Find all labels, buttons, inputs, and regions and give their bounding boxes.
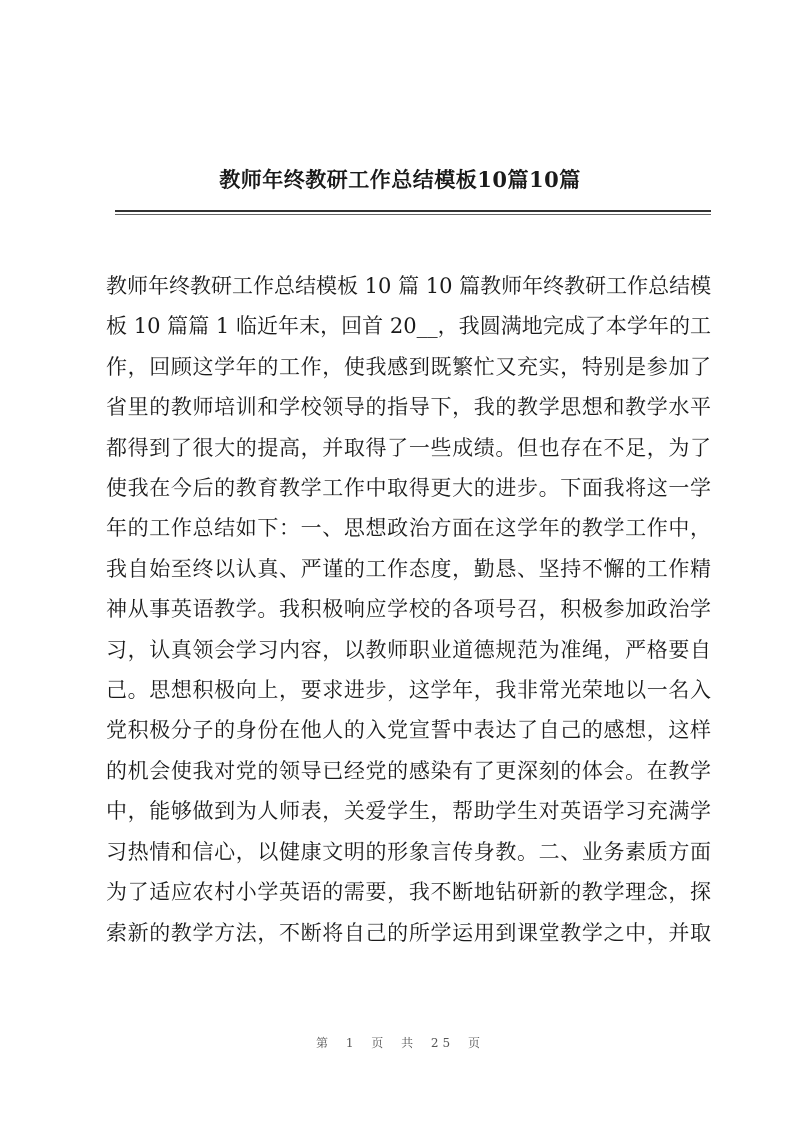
body-line: 教师年终教研工作总结模板 10 篇 10 篇教师年终教研工作总结模 <box>106 274 712 298</box>
body-line: 神从事英语教学。我积极响应学校的各项号召，积极参加政治学 <box>106 597 711 622</box>
body-line: 板 10 篇篇 1 临近年末，回首 20__，我圆满地完成了本学年的工 <box>106 314 711 339</box>
body-line: 使我在今后的教育教学工作中取得更大的进步。下面我将这一学 <box>106 476 711 501</box>
body-line: 省里的教师培训和学校领导的指导下，我的教学思想和教学水平 <box>106 395 711 420</box>
body-line: 习热情和信心，以健康文明的形象言传身教。二、业务素质方面 <box>106 839 711 864</box>
body-line: 索新的教学方法，不断将自己的所学运用到课堂教学之中，并取 <box>106 920 711 945</box>
body-line: 中，能够做到为人师表，关爱学生，帮助学生对英语学习充满学 <box>106 799 711 824</box>
body-paragraph <box>106 266 711 953</box>
title-divider <box>115 210 711 212</box>
body-line: 我自始至终以认真、严谨的工作态度，勤恳、坚持不懈的工作精 <box>106 556 711 581</box>
body-line: 作，回顾这学年的工作，使我感到既繁忙又充实，特别是参加了 <box>106 354 711 379</box>
body-line: 的机会使我对党的领导已经党的感染有了更深刻的体会。在教学 <box>106 758 711 783</box>
body-line: 为了适应农村小学英语的需要，我不断地钻研新的教学理念，探 <box>106 880 711 905</box>
body-line: 习，认真领会学习内容，以教师职业道德规范为准绳，严格要自 <box>106 637 711 662</box>
body-line: 都得到了很大的提高，并取得了一些成绩。但也存在不足，为了 <box>106 435 711 460</box>
title-divider-thin <box>115 214 711 215</box>
body-line: 党积极分子的身份在他人的入党宣誓中表达了自己的感想，这样 <box>106 718 711 743</box>
page-title: 教师年终教研工作总结模板10篇10篇 <box>219 167 581 192</box>
body-line: 年的工作总结如下：一、思想政治方面在这学年的教学工作中， <box>106 516 711 541</box>
body-line: 己。思想积极向上，要求进步，这学年，我非常光荣地以一名入 <box>106 678 711 703</box>
page-number-footer: 第 1 页 共 25 页 <box>316 1036 484 1050</box>
